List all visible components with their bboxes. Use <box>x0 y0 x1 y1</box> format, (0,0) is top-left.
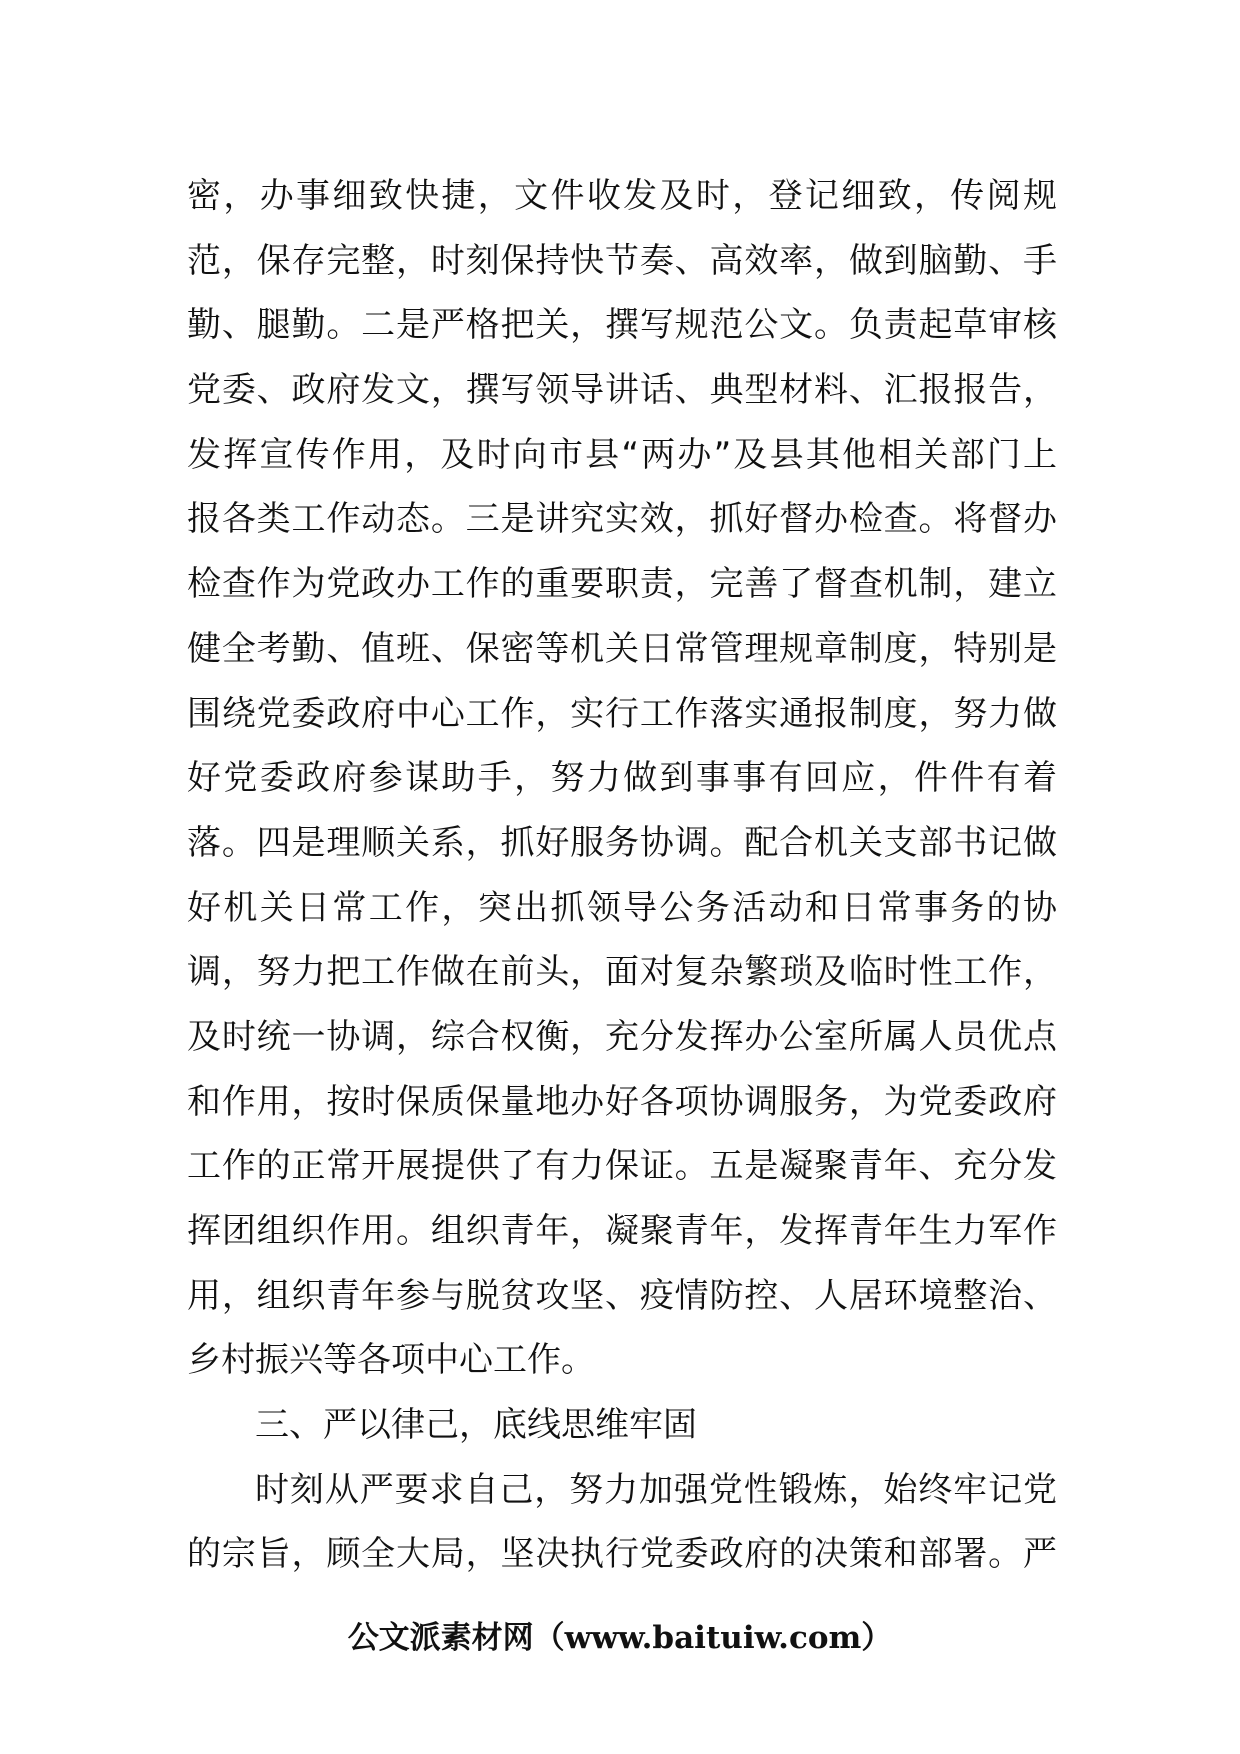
paragraph-line: 党委、政府发文，撰写领导讲话、典型材料、汇报报告， <box>187 370 1057 411</box>
paragraph-line: 调，努力把工作做在前头，面对复杂繁琐及临时性工作， <box>187 952 1057 993</box>
paragraph-line: 用，组织青年参与脱贫攻坚、疫情防控、人居环境整治、 <box>187 1275 1057 1316</box>
paragraph-line: 围绕党委政府中心工作，实行工作落实通报制度，努力做 <box>187 693 1057 734</box>
paragraph-line: 好机关日常工作，突出抓领导公务活动和日常事务的协 <box>187 887 1057 928</box>
paragraph-line: 和作用，按时保质保量地办好各项协调服务，为党委政府 <box>187 1081 1057 1122</box>
paragraph-line: 工作的正常开展提供了有力保证。五是凝聚青年、充分发 <box>187 1146 1057 1187</box>
paragraph-line: 密，办事细致快捷，文件收发及时，登记细致，传阅规 <box>187 176 1057 216</box>
paragraph-line: 及时统一协调，综合权衡，充分发挥办公室所属人员优点 <box>187 1016 1057 1057</box>
paragraph-line: 健全考勤、值班、保密等机关日常管理规章制度，特别是 <box>187 628 1057 669</box>
body-text <box>187 164 1057 1587</box>
paragraph-line: 挥团组织作用。组织青年，凝聚青年，发挥青年生力军作 <box>187 1211 1057 1251</box>
section-paragraph-line: 时刻从严要求自己，努力加强党性锻炼，始终牢记党 <box>255 1469 1057 1510</box>
paragraph-line: 发挥宣传作用，及时向市县“两办”及县其他相关部门上 <box>187 434 1057 475</box>
paragraph-line: 检查作为党政办工作的重要职责，完善了督查机制，建立 <box>187 564 1057 605</box>
section-paragraph-line: 的宗旨，顾全大局，坚决执行党委政府的决策和部署。严 <box>187 1534 1057 1575</box>
paragraph-line: 范，保存完整，时刻保持快节奏、高效率，做到脑勤、手 <box>187 240 1057 281</box>
paragraph-line: 报各类工作动态。三是讲究实效，抓好督办检查。将督办 <box>187 499 1057 540</box>
paragraph-line-last: 乡村振兴等各项中心工作。 <box>187 1340 595 1381</box>
paragraph-line: 勤、腿勤。二是严格把关，撰写规范公文。负责起草审核 <box>187 305 1057 346</box>
section-heading: 三、严以律己，底线思维牢固 <box>255 1405 697 1446</box>
paragraph-line: 落。四是理顺关系，抓好服务协调。配合机关支部书记做 <box>187 822 1057 863</box>
paragraph-line: 好党委政府参谋助手，努力做到事事有回应，件件有着 <box>187 758 1057 799</box>
footer-watermark: 公文派素材网（www.baituiw.com） <box>347 1620 893 1656</box>
